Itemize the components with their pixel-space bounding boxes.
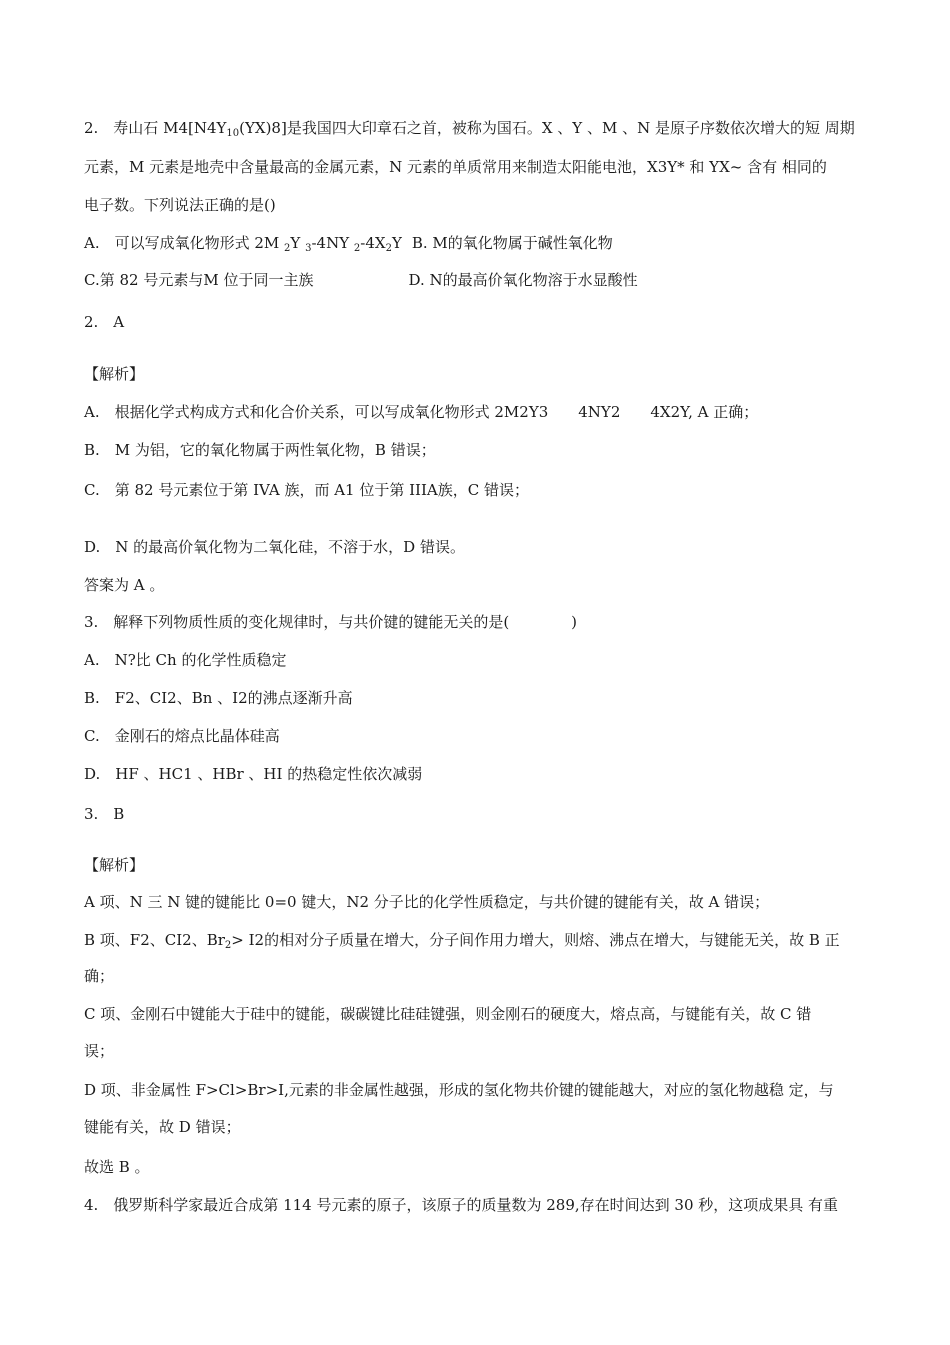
q4-stem: 4. 俄罗斯科学家最近合成第 114 号元素的原子，该原子的质量数为 289,存在时间达到 30 秒，这项成果具 有重	[84, 1196, 839, 1214]
q3-explain-b-line1	[84, 930, 840, 950]
q2-analysis-c: C. 第 82 号元素位于第 IVA 族，而 A1 位于第 IIIA族，C 错误；	[84, 481, 529, 499]
q2-option-b: B. M的氧化物属于碱性氧化物	[411, 234, 613, 252]
q3-explain-b-text-rest: > I2的相对分子质量在增大，分子间作用力增大，则熔、沸点在增大，与键能无关，故 B 正	[231, 931, 840, 949]
subscript: 2	[284, 243, 291, 254]
q3-explain-a: A 项、N 三 N 键的键能比 0=0 键大，N2 分子比的化学性质稳定，与共价键的键能有关，故 A 错误；	[84, 893, 770, 911]
q2-stem-line1	[84, 118, 855, 138]
formula-part: Y	[391, 234, 402, 252]
formula-part: -4X	[360, 234, 386, 252]
q3-option-c: C. 金刚石的熔点比晶体硅高	[84, 727, 280, 745]
subscript: 2	[385, 243, 392, 254]
subscript: 2	[224, 940, 232, 951]
q2-option-c: C.第 82 号元素与M 位于同一主族	[84, 271, 314, 289]
q3-explain-c-line1: C 项、金刚石中键能大于硅中的键能，碳碳键比硅硅键强，则金刚石的硬度大，熔点高，与键能有关，故 C 错	[84, 1005, 812, 1023]
q3-option-d: D. HF 、HC1 、HBr 、HI 的热稳定性依次减弱	[84, 765, 423, 783]
q3-option-a: A. N?比 Ch 的化学性质稳定	[84, 651, 287, 669]
q2-stem-text-rest: (YX)8]是我国四大印章石之首，被称为国石。X 、Y 、M 、N 是原子序数依次增大的短 周期	[239, 119, 855, 137]
q2-stem-text: 2. 寿山石 M4[N4Y	[84, 119, 227, 137]
q3-option-b: B. F2、CI2、Bn 、I2的沸点逐渐升高	[84, 689, 353, 707]
q3-explain-d-line1: D 项、非金属性 F>Cl>Br>I,元素的非金属性越强，形成的氢化物共价键的键能越大，对应的氢化物越稳 定，与	[84, 1081, 834, 1099]
subscript: 3	[305, 243, 312, 254]
q2-option-d: D. N的最高价氧化物溶于水显酸性	[408, 271, 638, 289]
q3-stem-text: 3. 解释下列物质性质的变化规律时，与共价键的键能无关的是(	[84, 613, 510, 631]
q2-options-ab	[84, 233, 613, 253]
q3-explain-c-line2: 误；	[84, 1042, 115, 1060]
q2-final-answer: 答案为 A 。	[84, 576, 165, 594]
q2-answer: 2. A	[84, 313, 125, 331]
q2-analysis-a: A. 根据化学式构成方式和化合价关系，可以写成氧化物形式 2M2Y3 4NY2 4X2Y, A 正确；	[84, 403, 759, 421]
q3-analysis-label: 【解析】	[84, 856, 145, 874]
q3-stem-paren: )	[571, 613, 578, 631]
q2-analysis-d: D. N 的最高价氧化物为二氧化硅，不溶于水，D 错误。	[84, 538, 465, 556]
q3-stem	[84, 612, 577, 632]
q3-final-answer: 故选 B 。	[84, 1158, 150, 1176]
q3-explain-b-line2: 确；	[84, 967, 115, 985]
q2-stem-line2: 元素，M 元素是地壳中含量最高的金属元素，N 元素的单质常用来制造太阳能电池，X3Y* 和 YX~ 含有 相同的	[84, 158, 827, 176]
q2-options-cd	[84, 270, 638, 290]
q3-answer: 3. B	[84, 805, 125, 823]
subscript: 2	[353, 243, 361, 254]
q3-explain-d-line2: 键能有关，故 D 错误；	[84, 1118, 241, 1136]
q2-analysis-b: B. M 为铝，它的氧化物属于两性氧化物，B 错误；	[84, 441, 436, 459]
q2-option-a: A. 可以写成氧化物形式 2M	[84, 234, 285, 252]
formula-part: -4NY	[311, 234, 354, 252]
formula-part: Y	[290, 234, 306, 252]
q2-stem-line3: 电子数。下列说法正确的是()	[84, 196, 276, 214]
q2-analysis-label: 【解析】	[84, 365, 145, 383]
q3-explain-b-text: B 项、F2、CI2、Br	[84, 931, 225, 949]
subscript: 10	[226, 128, 240, 139]
